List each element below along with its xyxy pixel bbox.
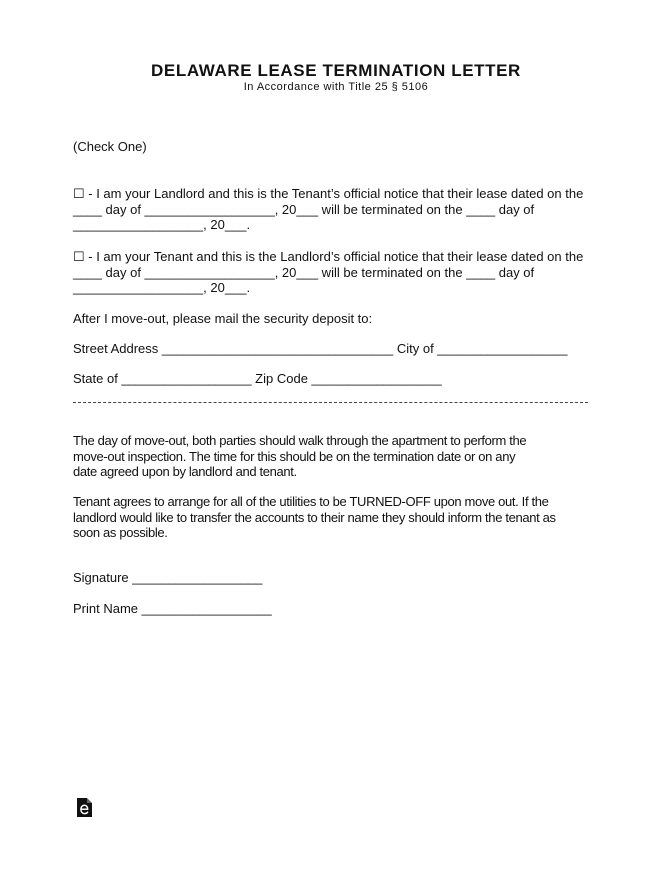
dashed-divider — [73, 402, 588, 403]
walkthrough-paragraph — [73, 433, 603, 480]
landlord-option-line1[interactable]: ☐ - I am your Landlord and this is the Tenant’s official notice that their lease dated on the — [73, 186, 584, 201]
walkthrough-line2: move-out inspection. The time for this should be on the termination date or on any — [73, 448, 516, 464]
check-one-label: (Check One) — [73, 139, 147, 154]
print-name-line[interactable]: Print Name __________________ — [73, 601, 272, 616]
utilities-line1: Tenant agrees to arrange for all of the utilities to be TURNED-OFF upon move out. If the — [73, 494, 549, 509]
walkthrough-line1: The day of move-out, both parties should walk through the apartment to perform the — [73, 433, 527, 448]
tenant-option-line2: ____ day of __________________, 20___ will be terminated on the ____ day of — [73, 264, 535, 280]
document-title: DELAWARE LEASE TERMINATION LETTER — [151, 61, 521, 80]
landlord-option — [73, 186, 603, 233]
state-zip-line[interactable]: State of __________________ Zip Code __________________ — [73, 371, 442, 386]
landlord-option-line2: ____ day of __________________, 20___ will be terminated on the ____ day of — [73, 201, 535, 217]
street-address-line[interactable]: Street Address ________________________________ City of __________________ — [73, 341, 568, 356]
utilities-line2: landlord would like to transfer the accounts to their name they should inform the tenant as — [73, 509, 556, 525]
deposit-intro: After I move-out, please mail the security deposit to: — [73, 311, 373, 326]
document-subtitle: In Accordance with Title 25 § 5106 — [243, 81, 429, 93]
tenant-option — [73, 249, 603, 296]
landlord-option-line3: __________________, 20___. — [73, 217, 251, 232]
utilities-line3: soon as possible. — [73, 525, 168, 540]
tenant-option-line1[interactable]: ☐ - I am your Tenant and this is the Landlord’s official notice that their lease dated on the — [73, 249, 584, 264]
e-logo-icon — [77, 798, 92, 817]
walkthrough-line3: date agreed upon by landlord and tenant. — [73, 464, 297, 479]
tenant-option-line3: __________________, 20___. — [73, 280, 251, 295]
signature-line[interactable]: Signature __________________ — [73, 570, 263, 585]
utilities-paragraph — [73, 494, 603, 541]
